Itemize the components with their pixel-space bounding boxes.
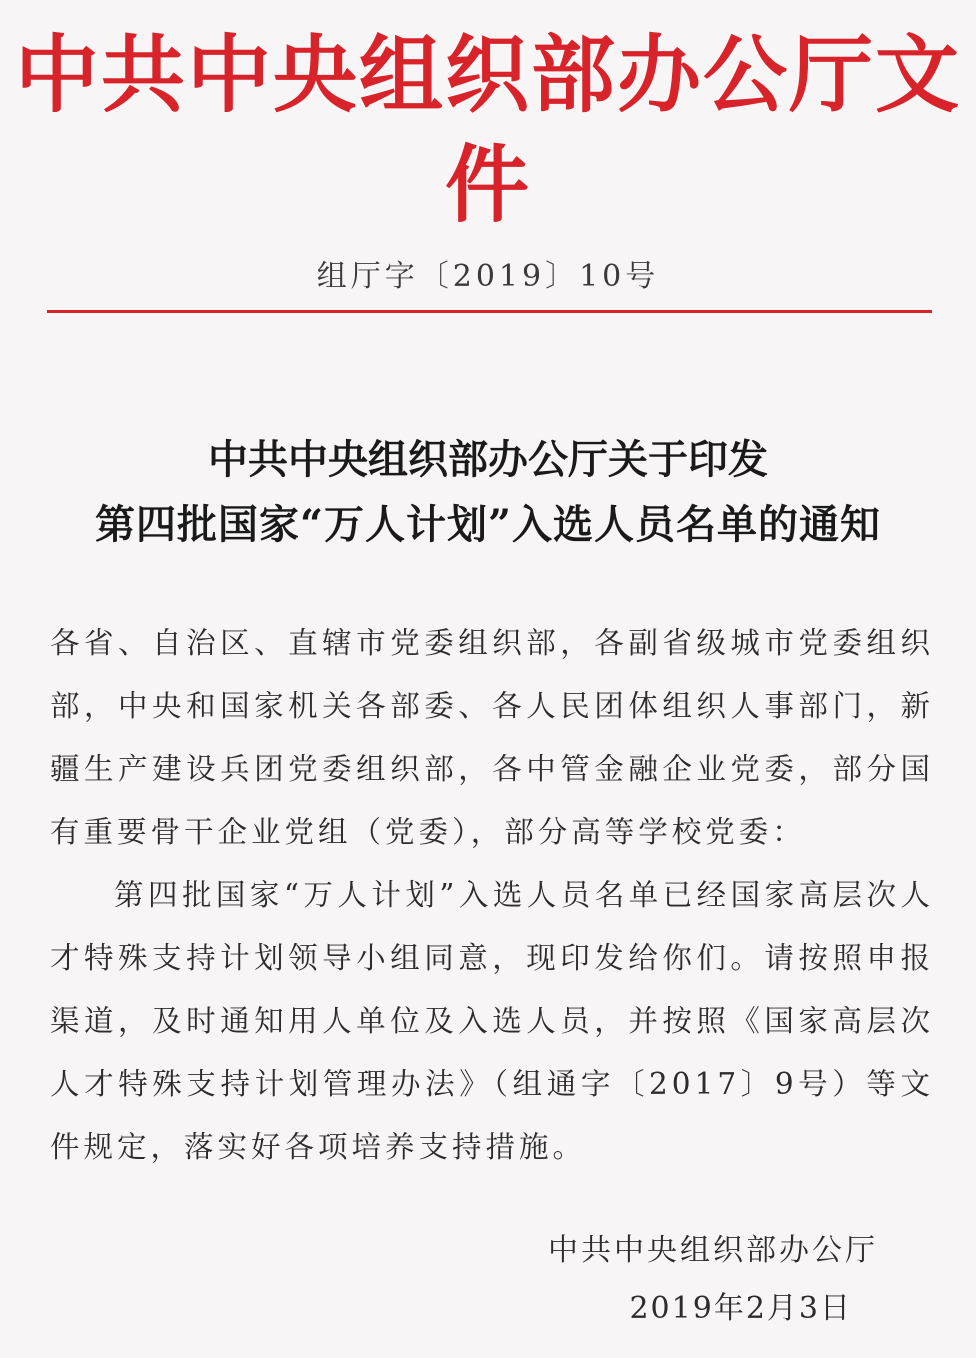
- letterhead-title: 中共中央组织部办公厅文件: [14, 25, 961, 234]
- red-divider: [47, 310, 932, 313]
- signature-date: 2019年2月3日: [629, 1291, 852, 1326]
- notice-title-line-2: 第四批国家“万人计划”入选人员名单的通知: [94, 501, 881, 548]
- notice-title-line-1: 中共中央组织部办公厅关于印发: [208, 436, 768, 483]
- main-paragraph: 第四批国家“万人计划”入选人员名单已经国家高层次人才特殊支持计划领导小组同意，现印发给你们。请按照申报渠道，及时通知用人单位及入选人员，并按照《国家高层次人才特殊支持计划管理办法》（组通字〔2017〕9号）等文件规定，落实好各项培养支持措施。: [50, 878, 934, 1164]
- signature-organization: 中共中央组织部办公厅: [548, 1233, 878, 1268]
- addressee-paragraph: 各省、自治区、直辖市党委组织部，各副省级城市党委组织部，中央和国家机关各部委、各人民团体组织人事部门，新疆生产建设兵团党委组织部，各中管金融企业党委，部分国有重要骨干企业党组（党委），部分高等学校党委：: [50, 626, 934, 849]
- notice-body: [50, 612, 934, 1179]
- document-number: 组厅字〔2019〕10号: [316, 259, 660, 294]
